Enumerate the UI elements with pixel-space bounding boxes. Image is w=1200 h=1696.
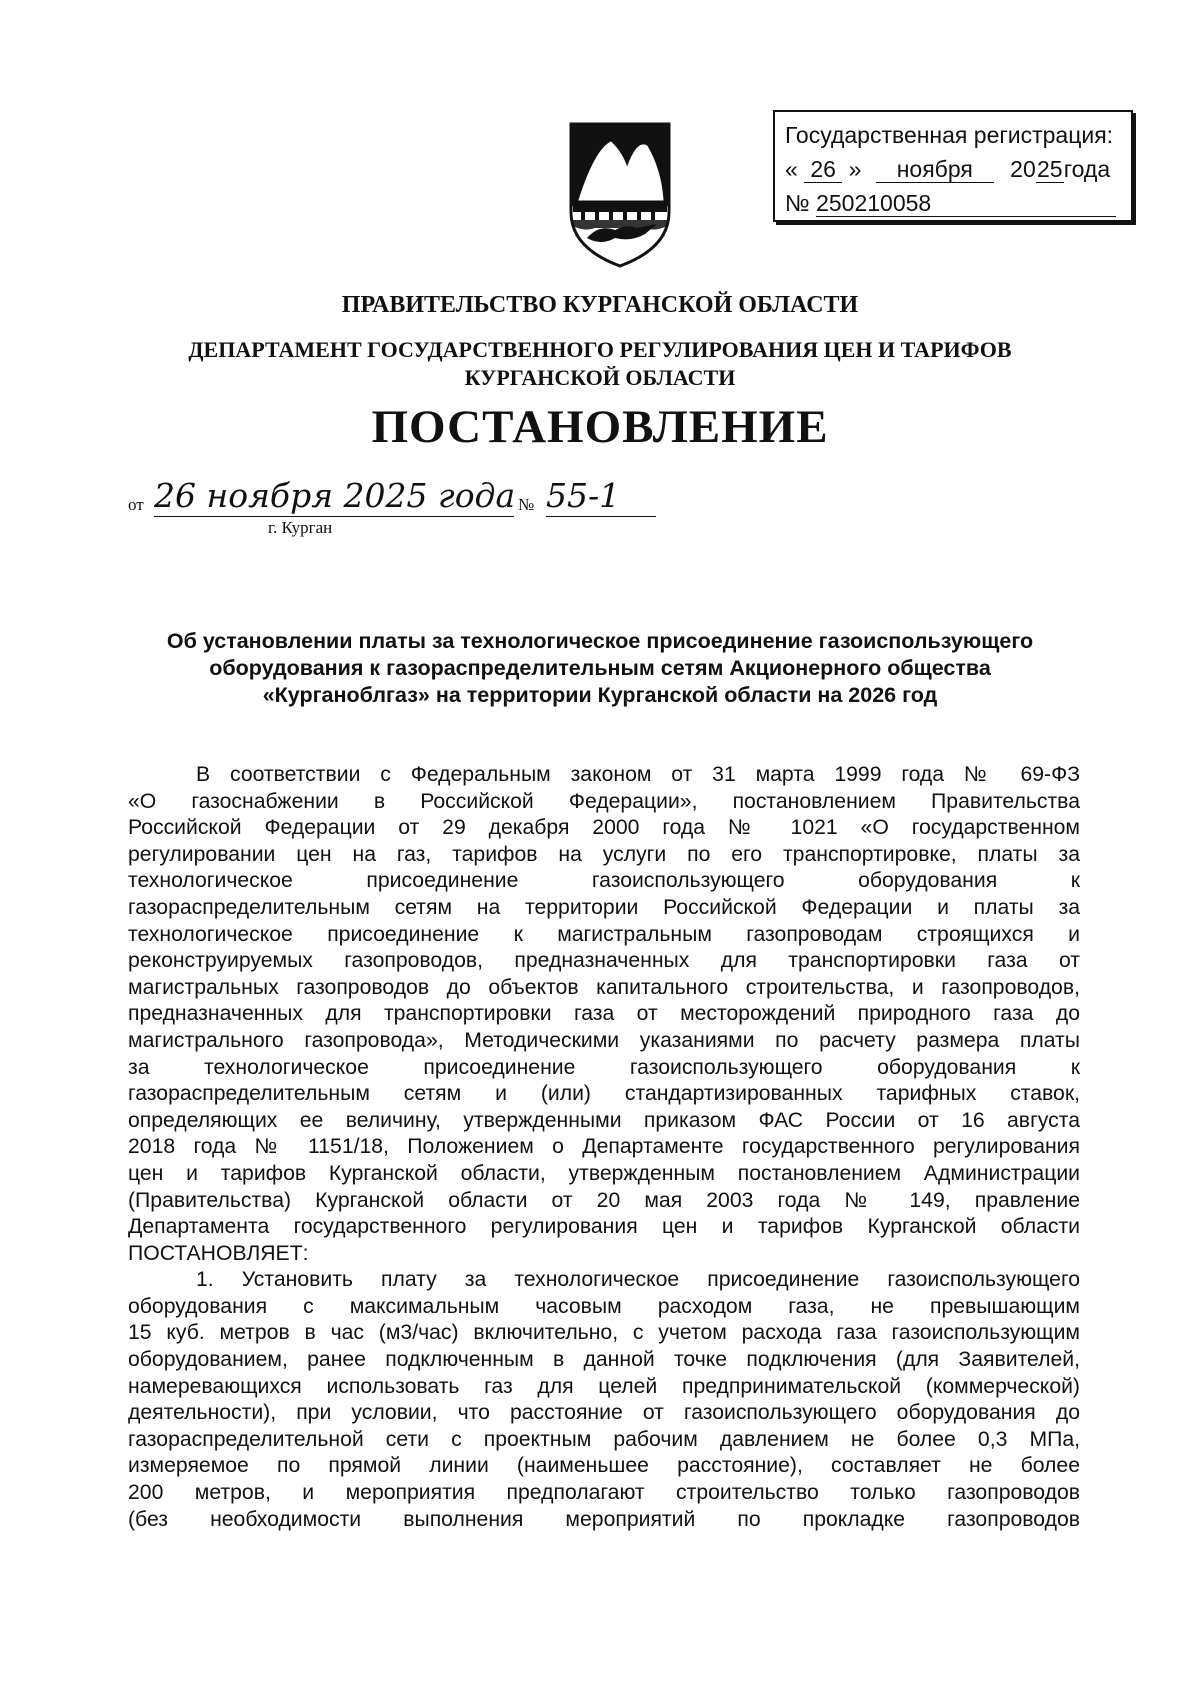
body-line: предназначенных для транспортировки газа от месторождений природного газа до bbox=[128, 1002, 1080, 1026]
body-line: оборудованием, ранее подключенным в данной точке подключения (для Заявителей, bbox=[128, 1348, 1080, 1372]
body-line: магистрального газопровода», Методическими указаниями по расчету размера платы bbox=[128, 1028, 1080, 1052]
body-line: В соответствии с Федеральным законом от 31 марта 1999 года № 69-ФЗ bbox=[196, 763, 1080, 786]
coat-of-arms-emblem bbox=[565, 120, 675, 270]
document-type-title: ПОСТАНОВЛЕНИЕ bbox=[371, 401, 829, 453]
document-subject: Об установлении платы за технологическое присоединение газоиспользующего оборудования к газораспределительным сетям Акционерного общества «Курганоблгаз» на территории Курганской области на 2026 год bbox=[166, 629, 1034, 707]
registration-year: 25 bbox=[1036, 156, 1063, 182]
government-name: ПРАВИТЕЛЬСТВО КУРГАНСКОЙ ОБЛАСТИ bbox=[341, 292, 859, 318]
department-name: ДЕПАРТАМЕНТ ГОСУДАРСТВЕННОГО РЕГУЛИРОВАНИЯ ЦЕН И ТАРИФОВ КУРГАНСКОЙ ОБЛАСТИ bbox=[188, 337, 1012, 390]
state-registration-box bbox=[773, 110, 1133, 222]
body-line: 2018 года № 1151/18, Положением о Департаменте государственного регулирования bbox=[128, 1135, 1080, 1159]
body-line: газораспределительным сетям на территории Российской Федерации и платы за bbox=[128, 895, 1080, 919]
body-line: газораспределительным сетям и (или) стандартизированных тарифных ставок, bbox=[128, 1082, 1080, 1106]
body-line: 1. Установить плату за технологическое присоединение газоиспользующего bbox=[196, 1268, 1080, 1292]
date-number-line: от 26 ноября 2025 года № 55-1 г. Курган bbox=[128, 478, 648, 538]
registration-number: 250210058 bbox=[816, 190, 1116, 217]
registration-date: « 26 » ноября 2025года bbox=[785, 156, 1111, 182]
body-line: деятельности), при условии, что расстояние от газоиспользующего оборудования до bbox=[128, 1401, 1080, 1425]
body-line: реконструируемых газопроводов, предназначенных для транспортировки газа от bbox=[128, 949, 1080, 973]
body-line: магистральных газопроводов до объектов капитального строительства, и газопроводов, bbox=[128, 975, 1080, 999]
body-line: оборудования с максимальным часовым расходом газа, не превышающим bbox=[128, 1294, 1080, 1318]
body-line: намеревающихся использовать газ для целей предпринимательской (коммерческой) bbox=[128, 1374, 1080, 1398]
body-line: газораспределительной сети с проектным рабочим давлением не более 0,3 МПа, bbox=[128, 1427, 1080, 1451]
body-line: Департамента государственного регулирования цен и тарифов Курганской области bbox=[128, 1215, 1080, 1239]
body-line: определяющих ее величину, утвержденными приказом ФАС России от 16 августа bbox=[128, 1108, 1080, 1132]
registration-number-row: № 250210058 bbox=[785, 186, 1121, 220]
handwritten-number: 55-1 bbox=[546, 476, 656, 517]
city-label: г. Курган bbox=[268, 518, 333, 537]
body-line: ПОСТАНОВЛЯЕТ: bbox=[128, 1241, 309, 1265]
body-line: цен и тарифов Курганской области, утвержденным постановлением Администрации bbox=[128, 1161, 1080, 1185]
body-line: регулировании цен на газ, тарифов на услуги по его транспортировке, платы за bbox=[128, 842, 1080, 866]
body-line: 200 метров, и мероприятия предполагают строительство только газопроводов bbox=[128, 1481, 1080, 1505]
registration-month: ноября bbox=[876, 156, 994, 183]
body-line: Российской Федерации от 29 декабря 2000 года № 1021 «О государственном bbox=[128, 816, 1080, 840]
registration-day: 26 bbox=[804, 156, 842, 183]
document-body bbox=[128, 762, 1080, 1533]
body-line: 15 куб. метров в час (м3/час) включительно, с учетом расхода газа газоиспользующим bbox=[128, 1321, 1080, 1345]
body-line: технологическое присоединение газоиспользующего оборудования к bbox=[128, 869, 1080, 893]
body-line: за технологическое присоединение газоиспользующего оборудования к bbox=[128, 1055, 1080, 1079]
handwritten-date: 26 ноября 2025 года bbox=[154, 476, 516, 515]
body-line: (Правительства) Курганской области от 20 мая 2003 года № 149, правление bbox=[128, 1188, 1080, 1212]
registration-title: Государственная регистрация: bbox=[785, 122, 1114, 148]
body-line: (без необходимости выполнения мероприятий по прокладке газопроводов bbox=[128, 1507, 1080, 1531]
body-line: «О газоснабжении в Российской Федерации», постановлением Правительства bbox=[128, 789, 1080, 813]
body-line: технологическое присоединение к магистральным газопроводам строящихся и bbox=[128, 922, 1080, 946]
body-line: измеряемое по прямой линии (наименьшее расстояние), составляет не более bbox=[128, 1454, 1080, 1478]
